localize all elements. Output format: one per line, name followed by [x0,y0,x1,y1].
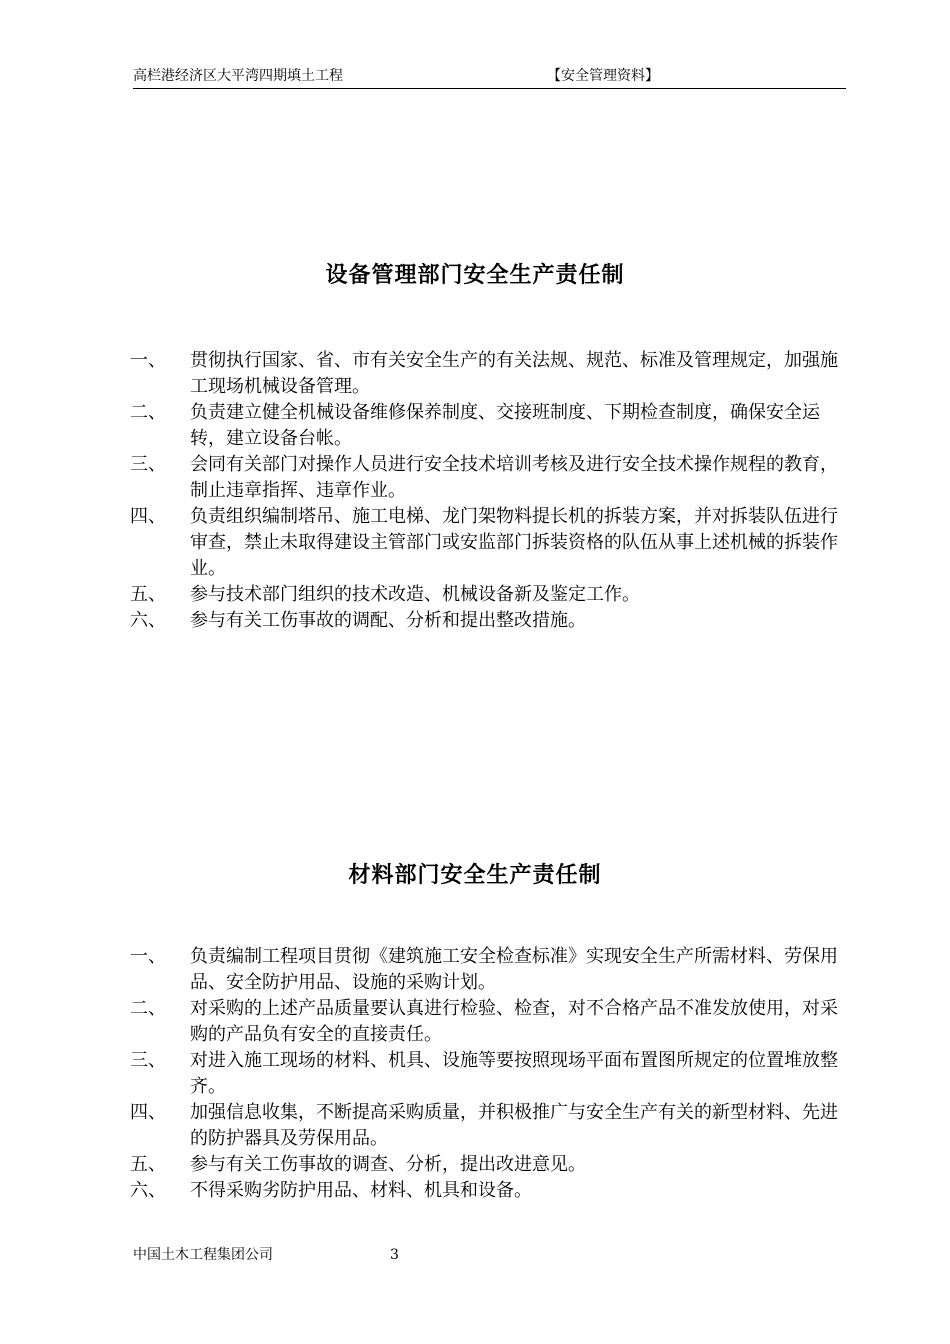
item-number: 五、 [130,1154,166,1175]
item-number: 六、 [130,610,166,631]
item-text: 负责建立健全机械设备维修保养制度、交接班制度、下期检查制度，确保安全运转，建立设备台帐。 [190,402,820,449]
item-text: 参与有关工伤事故的调查、分析，提出改进意见。 [190,1154,586,1175]
item-text: 负责编制工程项目贯彻《建筑施工安全检查标准》实现安全生产所需材料、劳保用品、安全防护用品、设施的采购计划。 [190,946,838,993]
item-text: 参与技术部门组织的技术改造、机械设备新及鉴定工作。 [190,584,640,605]
list-item [130,504,848,582]
item-number: 二、 [130,402,166,423]
item-number: 三、 [130,1050,166,1071]
item-number: 一、 [130,350,166,371]
section-title-equipment: 设备管理部门安全生产责任制 [325,263,625,288]
item-text: 参与有关工伤事故的调配、分析和提出整改措施。 [190,610,586,631]
materials-responsibility-list [130,944,848,1204]
item-text: 不得采购劣防护用品、材料、机具和设备。 [190,1180,532,1201]
item-text: 加强信息收集，不断提高采购质量，并积极推广与安全生产有关的新型材料、先进的防护器具及劳保用品。 [190,1102,838,1149]
list-item [130,1152,848,1178]
header-project-name: 高栏港经济区大平湾四期填土工程 [133,68,343,84]
item-text: 对采购的上述产品质量要认真进行检验、检查，对不合格产品不准发放使用，对采购的产品负有安全的直接责任。 [190,998,838,1045]
list-item [130,348,848,400]
list-item [130,1178,848,1204]
list-item [130,452,848,504]
item-number: 三、 [130,454,166,475]
list-item [130,1100,848,1152]
item-number: 四、 [130,1102,166,1123]
list-item [130,608,848,634]
item-text: 负责组织编制塔吊、施工电梯、龙门架物料提长机的拆装方案，并对拆装队伍进行审查，禁止未取得建设主管部门或安监部门拆装资格的队伍从事上述机械的拆装作业。 [190,506,838,579]
item-text: 对进入施工现场的材料、机具、设施等要按照现场平面布置图所规定的位置堆放整齐。 [190,1050,838,1097]
item-number: 六、 [130,1180,166,1201]
section-title-materials: 材料部门安全生产责任制 [348,863,602,888]
list-item [130,1048,848,1100]
item-number: 四、 [130,506,166,527]
item-number: 五、 [130,584,166,605]
page-header [133,66,846,89]
header-document-category: 【安全管理资料】 [547,68,659,84]
list-item [130,400,848,452]
list-item [130,996,848,1048]
item-text: 贯彻执行国家、省、市有关安全生产的有关法规、规范、标准及管理规定，加强施工现场机械设备管理。 [190,350,838,397]
item-number: 二、 [130,998,166,1019]
list-item [130,944,848,996]
item-number: 一、 [130,946,166,967]
footer-company: 中国土木工程集团公司 [133,1247,273,1263]
footer-page-number: 3 [390,1247,399,1263]
item-text: 会同有关部门对操作人员进行安全技术培训考核及进行安全技术操作规程的教育，制止违章指挥、违章作业。 [190,454,838,501]
list-item [130,582,848,608]
equipment-responsibility-list [130,348,848,634]
